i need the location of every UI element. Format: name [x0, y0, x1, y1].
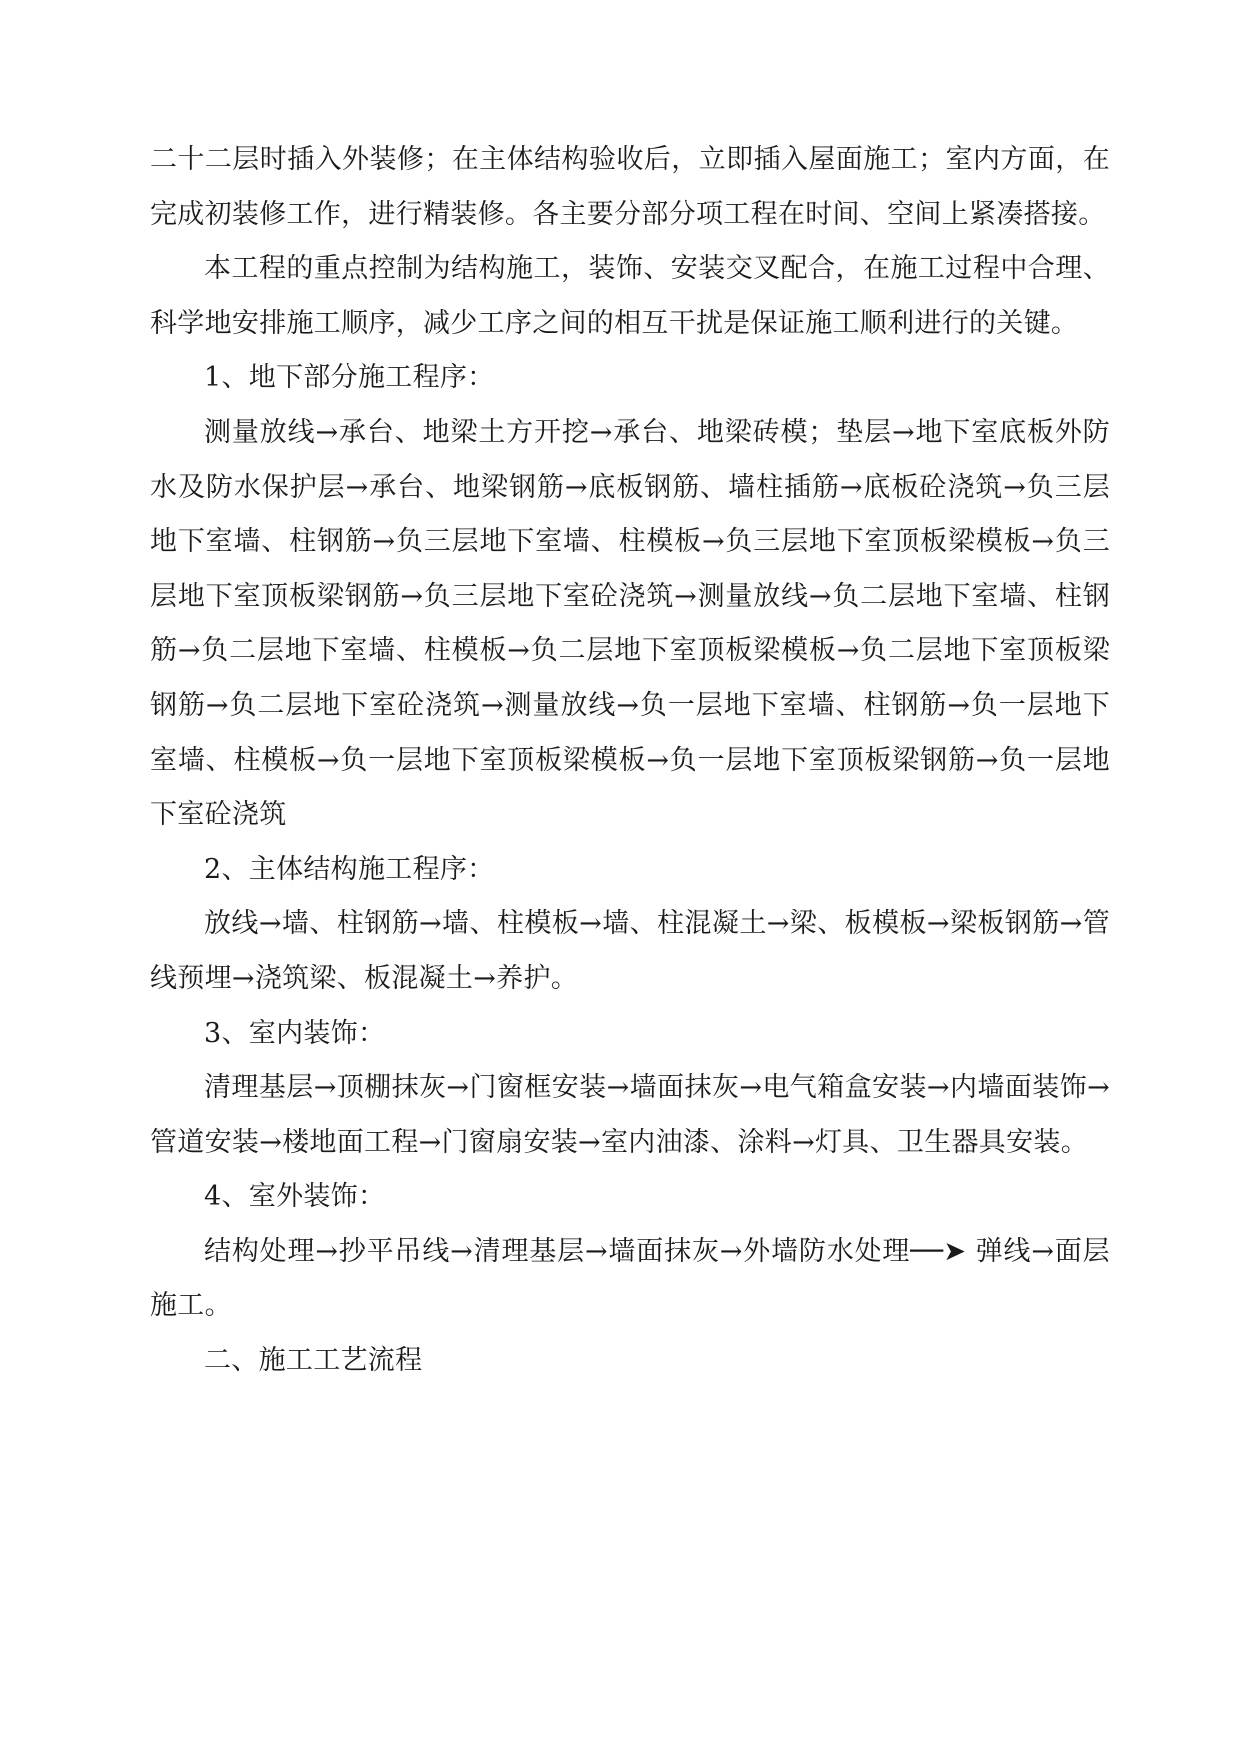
document-page: [150, 133, 1110, 1389]
paragraph-interior-sequence: 清理基层→顶棚抹灰→门窗框安装→墙面抹灰→电气箱盒安装→内墙面装饰→管道安装→楼地面工程→门窗扇安装→室内油漆、涂料→灯具、卫生器具安装。: [150, 1072, 1110, 1158]
paragraph-intro-continuation: 二十二层时插入外装修；在主体结构验收后，立即插入屋面施工；室内方面，在完成初装修工作，进行精装修。各主要分部分项工程在时间、空间上紧凑搭接。: [150, 144, 1110, 230]
heading-underground: 1、地下部分施工程序：: [204, 362, 495, 394]
heading-main-structure: 2、主体结构施工程序：: [204, 853, 495, 885]
heading-exterior: 4、室外装饰：: [204, 1181, 386, 1213]
heading-interior: 3、室内装饰：: [204, 1017, 386, 1049]
paragraph-exterior-sequence: 结构处理→抄平吊线→清理基层→墙面抹灰→外墙防水处理──➤ 弹线→面层施工。: [150, 1235, 1110, 1322]
paragraph-underground-sequence: 测量放线→承台、地梁土方开挖→承台、地梁砖模；垫层→地下室底板外防水及防水保护层→承台、地梁钢筋→底板钢筋、墙柱插筋→底板砼浇筑→负三层地下室墙、柱钢筋→负三层地下室墙、柱模板→负三层地下室顶板梁模板→负三层地下室顶板梁钢筋→负三层地下室砼浇筑→测量放线→负二层地下室墙、柱钢筋→负二层地下室墙、柱模板→负二层地下室顶板梁模板→负二层地下室顶板梁钢筋→负二层地下室砼浇筑→测量放线→负一层地下室墙、柱钢筋→负一层地下室墙、柱模板→负一层地下室顶板梁模板→负一层地下室顶板梁钢筋→负一层地下室砼浇筑: [150, 416, 1110, 831]
paragraph-key-control: 本工程的重点控制为结构施工，装饰、安装交叉配合，在施工过程中合理、科学地安排施工顺序，减少工序之间的相互干扰是保证施工顺利进行的关键。: [150, 253, 1110, 339]
section-heading-process-flow: 二、施工工艺流程: [204, 1345, 423, 1377]
paragraph-main-structure-sequence: 放线→墙、柱钢筋→墙、柱模板→墙、柱混凝土→梁、板模板→梁板钢筋→管线预埋→浇筑梁、板混凝土→养护。: [150, 908, 1110, 994]
